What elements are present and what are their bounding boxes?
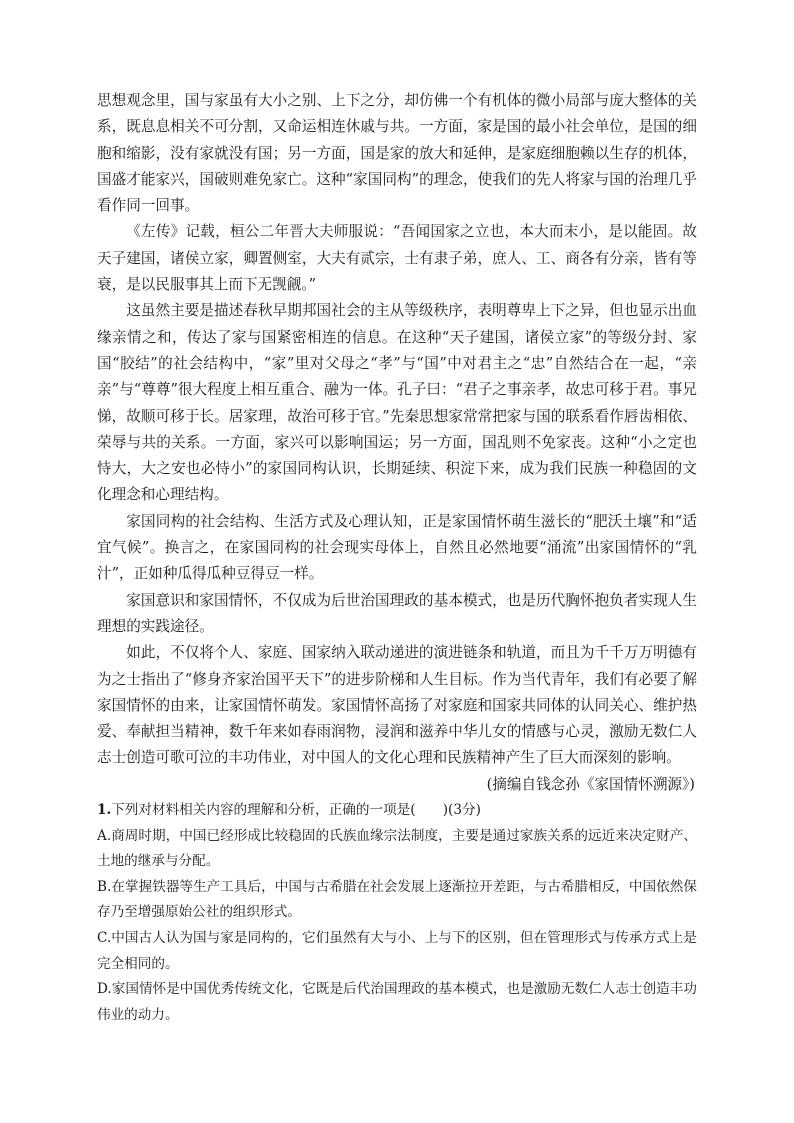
passage-paragraph-4: 家国同构的社会结构、生活方式及心理认知，正是家国情怀萌生滋长的“肥沃土壤”和“适宜气候”。换言之，在家国同构的社会现实母体上，自然且必然地要“涌流”出家国情怀的“乳汁”，正如种瓜得瓜种豆得豆一样。 — [97, 512, 697, 583]
question-stem-text: 下列对材料相关内容的理解和分析，正确的一项是( )(3分) — [111, 802, 481, 819]
passage-paragraph-5: 家国意识和家国情怀，不仅成为后世治国理政的基本模式，也是历代胸怀抱负者实现人生理想的实践途径。 — [97, 591, 697, 635]
question-stem — [97, 798, 697, 824]
option-a: A.商周时期，中国已经形成比较稳固的氏族血缘宗法制度，主要是通过家族关系的远近来决定财产、土地的继承与分配。 — [97, 827, 697, 870]
option-b: B.在掌握铁器等生产工具后，中国与古希腊在社会发展上逐渐拉开差距，与古希腊相反，中国依然保存乃至增强原始公社的组织形式。 — [97, 878, 697, 921]
passage-paragraph-6: 如此，不仅将个人、家庭、国家纳入联动递进的演进链条和轨道，而且为千千万万明德有为之士指出了“修身齐家治国平天下”的进步阶梯和人生目标。作为当代青年，我们有必要了解家国情怀的由来，让家国情怀萌发。家国情怀高扬了对家庭和国家共同体的认同关心、维护热爱、奉献担当精神，数千年来如春雨润物，浸润和滋养中华儿女的情感与心灵，激励无数仁人志士创造可歌可泣的丰功伟业，对中国人的文化心理和民族精神产生了巨大而深刻的影响。 — [97, 644, 697, 767]
passage-source: (摘编自钱念孙《家国情怀溯源》) — [486, 775, 695, 793]
option-d: D.家国情怀是中国优秀传统文化，它既是后代治国理政的基本模式，也是激励无数仁人志士创造丰功伟业的动力。 — [97, 981, 697, 1023]
question-number: 1. — [97, 802, 112, 819]
option-c: C.中国古人认为国与家是同构的，它们虽然有大与小、上与下的区别，但在管理形式与传承方式上是完全相同的。 — [97, 929, 697, 972]
document-page — [97, 88, 697, 1028]
passage-paragraph-1: 思想观念里，国与家虽有大小之别、上下之分，却仿佛一个有机体的微小局部与庞大整体的关系，既息息相关不可分割，又命运相连休戚与共。一方面，家是国的最小社会单位，是国的细胞和缩影，没有家就没有国；另一方面，国是家的放大和延伸，是家庭细胞赖以生存的机体，国盛才能家兴，国破则难免家亡。这种“家国同构”的理念，使我们的先人将家与国的治理几乎看作同一回事。 — [97, 92, 697, 215]
passage-paragraph-2: 《左传》记载，桓公二年晋大夫师服说：“吾闻国家之立也，本大而末小，是以能固。故天子建国，诸侯立家，卿置侧室，大夫有贰宗，士有隶子弟，庶人、工、商各有分亲，皆有等衰，是以民服事其上而下无觊觎。” — [97, 223, 697, 294]
passage-paragraph-3: 这虽然主要是描述春秋早期邦国社会的主从等级秩序，表明尊卑上下之异，但也显示出血缘亲情之和，传达了家与国紧密相连的信息。在这种“天子建国，诸侯立家”的等级分封、家国“胶结”的社会结构中，“家”里对父母之“孝”与“国”中对君主之“忠”自然结合在一起，“亲亲”与“尊尊”很大程度上相互重合、融为一体。孔子曰：“君子之事亲孝，故忠可移于君。事兄悌，故顺可移于长。居家理，故治可移于官。”先秦思想家常常把家与国的联系看作唇齿相依、荣辱与共的关系。一方面，家兴可以影响国运；另一方面，国乱则不免家丧。这种“小之定也恃大，大之安也必恃小”的家国同构认识，长期延续、积淀下来，成为我们民族一种稳固的文化理念和心理结构。 — [97, 302, 697, 504]
